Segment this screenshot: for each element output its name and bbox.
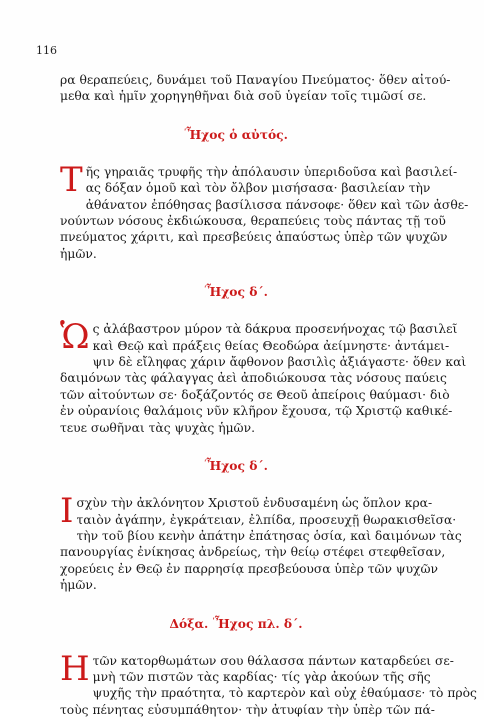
- hymn-heading: [60, 458, 412, 473]
- hymn-block: [60, 491, 462, 593]
- text-line: χορεύεις ἐν Θεῷ ἐν παρρησίᾳ πρεσβεύουσα ὑπὲρ τῶν ψυχῶν: [60, 561, 439, 576]
- text-line: ας δόξαν ὁμοῦ καὶ τὸν ὄλβον μισήσασα· βασιλείαν τὴν: [85, 181, 431, 196]
- text-line: ψυχῆς τὴν πραότητα, τὸ καρτερὸν καὶ οὐχ ἐθαύμασε· τὸ πρὸς: [92, 686, 477, 701]
- hymn-text: [60, 159, 469, 262]
- text-line: ς ἀλάβαστρον μύρον τὰ δάκρυα προσενήνοχας τῷ βασιλεῖ: [92, 322, 458, 337]
- heading-text: Ἦχος ὁ αὐτός.: [186, 126, 288, 142]
- text-line: ταιὸν ἀγάπην, ἐγκράτειαν, ἐλπίδα, προσευχῇ θωρακισθεῖσα·: [76, 512, 457, 527]
- drop-cap: Τ: [60, 159, 83, 200]
- text-line: τοὺς πένητας εὐσυμπάθητον· τὴν ἀτυφίαν τὴν ὑπὲρ τῶν πά-: [60, 702, 435, 717]
- heading-mark: ʹ: [212, 615, 215, 626]
- text-line: ψιν δὲ εἴληφας χάριν ἄφθονον βασιλὶς ἀξιάγαστε· ὅθεν καὶ: [92, 355, 467, 370]
- text-line: τῶν κατορθωμάτων σου θάλασσα πάντων καταρδεύει σε-: [92, 653, 454, 668]
- hymn-block: [60, 648, 477, 718]
- text-line: μεθα καὶ ἡμῖν χορηγηθῆναι διὰ σοῦ ὑγείαν τοῖς τιμῶσί σε.: [60, 89, 427, 104]
- hymn-heading: [60, 616, 412, 631]
- hymn-heading: [60, 284, 412, 299]
- text-line: ἀθάνατον ἐπόθησας βασίλισσα πάνσοφε· ὅθεν καὶ τῶν ἀσθε-: [85, 197, 469, 212]
- heading-mark: ʹ: [204, 458, 207, 469]
- text-line: τὴν τοῦ βίου κενὴν ἀπάτην ἐπάτησας ὁσία, καὶ δαιμόνων τὰς: [76, 528, 462, 543]
- text-line: ἡμῶν.: [60, 246, 97, 261]
- text-line: τευε σωθῆναι τὰς ψυχὰς ἡμῶν.: [60, 420, 255, 435]
- heading-mark: ʹ: [184, 126, 187, 137]
- heading-text: Ἦχος πλ. δ΄.: [214, 615, 303, 631]
- page-content: [60, 72, 477, 718]
- text-line: ρα θεραπεύεις, δυνάμει τοῦ Παναγίου Πνεύματος· ὅθεν αἰτού-: [60, 73, 451, 87]
- drop-cap: Ὡ: [60, 317, 90, 358]
- text-line: πανουργίας ἐνίκησας ἀνδρείως, τὴν θείῳ στέφει στεφθεῖσαν,: [60, 545, 446, 560]
- hymn-text: [60, 648, 477, 718]
- drop-cap: Ι: [60, 491, 74, 532]
- text-line: μνὴ τῶν πιστῶν τὰς καρδίας· τίς γὰρ ἀκούων τῆς σῆς: [92, 669, 431, 684]
- heading-text: Ἦχος δ΄.: [206, 284, 268, 300]
- text-line: τῶν αἰτούντων σε· δοξάζοντός σε Θεοῦ ἀπείροις θαύμασι· διὸ: [60, 387, 450, 402]
- heading-mark: ʹ: [204, 284, 207, 295]
- heading-text: Ἦχος δ΄.: [206, 458, 268, 474]
- text-line: ἡμῶν.: [60, 578, 97, 593]
- hymn-block: [60, 317, 467, 436]
- text-line: καὶ Θεῷ καὶ πράξεις θείας Θεοδώρα ἀείμνηστε· ἀντάμει-: [92, 338, 450, 353]
- text-line: σχὺν τὴν ἀκλόνητον Χριστοῦ ἐνδυσαμένη ὡς ὅπλον κρα-: [76, 496, 433, 511]
- hymn-text: [60, 491, 462, 593]
- hymn-heading: [60, 127, 412, 142]
- text-line: νούντων νόσους ἐκδιώκουσα, θεραπεύεις τοὺς πάντας τῇ τοῦ: [60, 214, 446, 229]
- intro-paragraph: [60, 72, 451, 105]
- text-line: πνεύματος χάριτι, καὶ πρεσβεύεις ἀπαύστως ὑπὲρ τῶν ψυχῶν: [60, 230, 448, 245]
- text-line: ῆς γηραιᾶς τρυφῆς τὴν ἀπόλαυσιν ὑπεριδοῦσα καὶ βασιλεί-: [85, 164, 458, 179]
- heading-prefix: Δόξα.: [169, 615, 209, 631]
- hymn-text: [60, 317, 467, 436]
- drop-cap: Η: [60, 648, 90, 689]
- text-line: δαιμόνων τὰς φάλαγγας ἀεὶ ἀποδιώκουσα τὰς νόσους παύεις: [60, 371, 447, 386]
- text-line: ἐν οὐρανίοις θαλάμοις νῦν κλῆρον ἔχουσα, τῷ Χριστῷ καθικέ-: [60, 404, 453, 419]
- page-number: 116: [36, 44, 57, 57]
- hymn-block: [60, 159, 469, 262]
